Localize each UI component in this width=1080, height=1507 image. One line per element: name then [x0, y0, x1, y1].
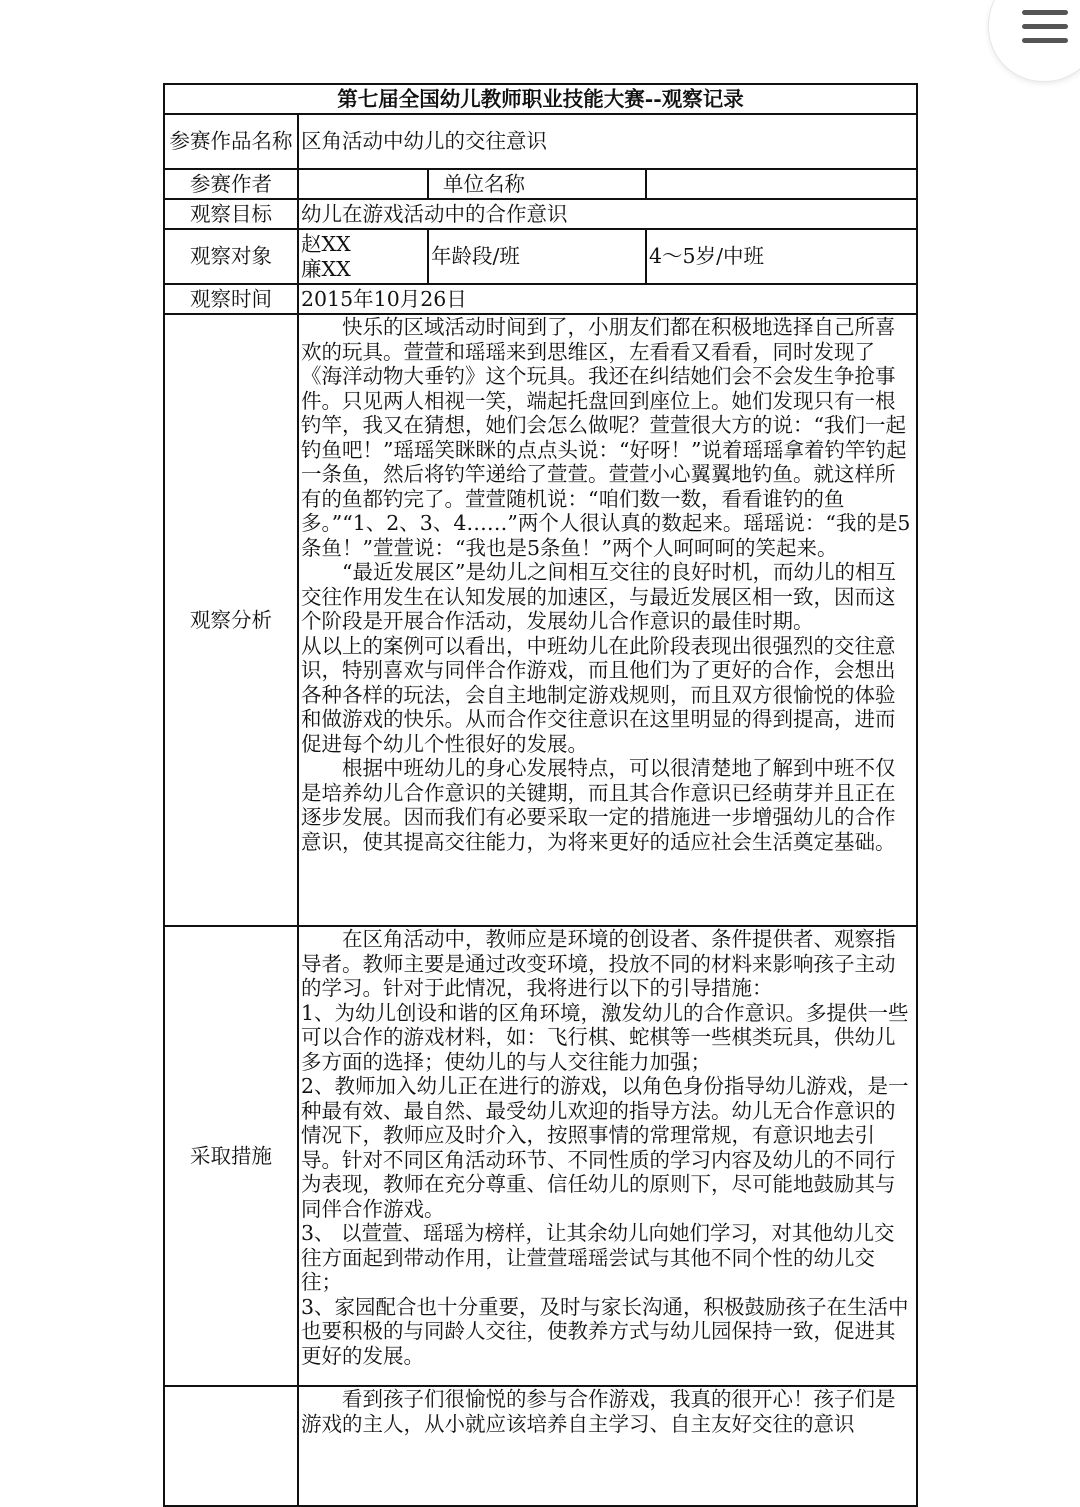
analysis-body: [298, 314, 917, 926]
analysis-paragraph: 根据中班幼儿的身心发展特点，可以很清楚地了解到中班不仅是培养幼儿合作意识的关键期，而且其合作意识已经萌芽并且正在逐步发展。因而我们有必要采取一定的措施进一步增强幼儿的合作意识，使其提高交往能力，为将来更好的适应社会生活奠定基础。: [301, 756, 896, 854]
analysis-paragraph: “最近发展区”是幼儿之间相互交往的良好时机，而幼儿的相互交往作用发生在认知发展的加速区，与最近发展区相一致，因而这个阶段是开展合作活动，发展幼儿合作意识的最佳时期。: [301, 560, 896, 633]
subject-name-2: 廉XX: [301, 256, 351, 281]
measures-paragraph: 2、教师加入幼儿正在进行的游戏，以角色身份指导幼儿游戏，是一种最有效、最自然、最受幼儿欢迎的指导方法。幼儿无合作意识的情况下，教师应及时介入，按照事情的常理常规，有意识地去引导。针对不同区角活动环节、不同性质的学习内容及幼儿的不同行为表现，教师在充分尊重、信任幼儿的原则下，尽可能地鼓励其与同伴合作游戏。: [301, 1074, 909, 1221]
goal-label: 观察目标: [164, 199, 298, 229]
menu-icon: [1022, 38, 1068, 43]
goal-value: 幼儿在游戏活动中的合作意识: [298, 199, 917, 229]
analysis-label: 观察分析: [164, 314, 298, 926]
document-title: 第七届全国幼儿教师职业技能大赛--观察记录: [164, 84, 917, 114]
measures-paragraph: 1、为幼儿创设和谐的区角环境，激发幼儿的合作意识。多提供一些可以合作的游戏材料，如：飞行棋、蛇棋等一些棋类玩具，供幼儿多方面的选择；使幼儿的与人交往能力加强；: [301, 1000, 909, 1074]
subject-label: 观察对象: [164, 229, 298, 284]
menu-icon: [1022, 10, 1068, 15]
unit-value: [646, 169, 917, 199]
reflection-paragraph: 看到孩子们很愉悦的参与合作游戏，我真的很开心！孩子们是游戏的主人，从小就应该培养自主学习、自主友好交往的意识: [301, 1387, 896, 1436]
age-label: 年龄段/班: [428, 229, 646, 284]
reflection-label: [164, 1386, 298, 1506]
measures-label: 采取措施: [164, 926, 298, 1386]
age-value: 4～5岁/中班: [646, 229, 917, 284]
author-value: [298, 169, 428, 199]
entry-name-value: 区角活动中幼儿的交往意识: [298, 114, 917, 169]
subject-name-1: 赵XX: [301, 231, 351, 256]
subject-names: [298, 229, 428, 284]
author-label: 参赛作者: [164, 169, 298, 199]
reflection-body: [298, 1386, 917, 1506]
unit-label: 单位名称: [428, 169, 646, 199]
time-label: 观察时间: [164, 284, 298, 314]
observation-record-table: [163, 83, 918, 1507]
analysis-paragraph: 快乐的区域活动时间到了，小朋友们都在积极地选择自己所喜欢的玩具。萱萱和瑶瑶来到思维区，左看看又看看，同时发现了《海洋动物大垂钓》这个玩具。我还在纠结她们会不会发生争抢事件。只见两人相视一笑，端起托盘回到座位上。她们发现只有一根钓竿，我又在猜想，她们会怎么做呢？萱萱很大方的说：“我们一起钓鱼吧！”瑶瑶笑眯眯的点点头说：“好呀！”说着瑶瑶拿着钓竿钓起一条鱼，然后将钓竿递给了萱萱。萱萱小心翼翼地钓鱼。就这样所有的鱼都钓完了。萱萱随机说：“咱们数一数，看看谁钓的鱼多。”“1、2、3、4……”两个人很认真的数起来。瑶瑶说：“我的是5条鱼！”萱萱说：“我也是5条鱼！”两个人呵呵呵的笑起来。: [301, 315, 911, 560]
measures-paragraph: 在区角活动中，教师应是环境的创设者、条件提供者、观察指导者。教师主要是通过改变环境，投放不同的材料来影响孩子主动的学习。针对于此情况，我将进行以下的引导措施：: [301, 927, 896, 1000]
menu-icon: [1022, 24, 1068, 29]
menu-button[interactable]: [988, 0, 1080, 82]
entry-name-label: 参赛作品名称: [164, 114, 298, 169]
measures-paragraph: 3、家园配合也十分重要，及时与家长沟通，积极鼓励孩子在生活中也要积极的与同龄人交往，使教养方式与幼儿园保持一致，促进其更好的发展。: [301, 1294, 909, 1368]
time-value: 2015年10月26日: [298, 284, 917, 314]
measures-paragraph: 3、 以萱萱、瑶瑶为榜样，让其余幼儿向她们学习，对其他幼儿交往方面起到带动作用，让萱萱瑶瑶尝试与其他不同个性的幼儿交往；: [301, 1221, 895, 1294]
analysis-paragraph: 从以上的案例可以看出，中班幼儿在此阶段表现出很强烈的交往意识，特别喜欢与同伴合作游戏，而且他们为了更好的合作，会想出各种各样的玩法，会自主地制定游戏规则，而且双方很愉悦的体验和做游戏的快乐。从而合作交往意识在这里明显的得到提高，进而促进每个幼儿个性很好的发展。: [301, 633, 896, 756]
measures-body: [298, 926, 917, 1386]
